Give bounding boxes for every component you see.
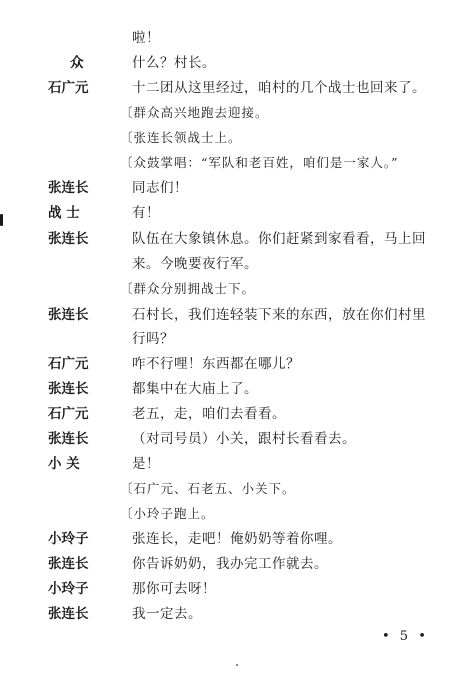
stage-direction-text: 〔小玲子跑上。: [120, 506, 215, 521]
page-number: • 5 •: [382, 629, 429, 644]
speaker-name: 小玲子: [48, 531, 89, 547]
dialogue-text: 啦！: [132, 30, 160, 46]
stage-direction-text: 〔石广元、石老五、小关下。: [120, 481, 296, 496]
dialogue-text: 十二团从这里经过，咱村的几个战士也回来了。: [132, 80, 426, 96]
script-line: [0, 176, 466, 200]
dialogue-text: 石村长，我们连轻装下来的东西，放在你们村里: [132, 307, 426, 323]
stage-direction-text: 〔众鼓掌唱：“军队和老百姓，咱们是一家人。”: [120, 155, 399, 170]
script-line: [0, 402, 466, 426]
speaker-name: 张连长: [48, 180, 89, 196]
script-line: [0, 227, 466, 251]
speaker-name: 战 士: [48, 205, 80, 221]
stage-direction: [0, 477, 466, 501]
script-line: [0, 303, 466, 327]
stage-direction: [0, 502, 466, 526]
speaker-name: 张连长: [48, 307, 89, 323]
dialogue-text: 老五，走，咱们去看看。: [132, 406, 286, 422]
stage-direction: [0, 101, 466, 125]
dialogue-text: 同志们！: [132, 180, 188, 196]
script-line: [0, 377, 466, 401]
stage-direction: [0, 126, 466, 150]
dialogue-text: 张连长，走吧！俺奶奶等着你哩。: [132, 531, 342, 547]
dialogue-text: 是！: [132, 456, 160, 472]
script-line: [0, 201, 466, 225]
script-line: [0, 327, 466, 351]
speaker-name: 小玲子: [48, 581, 89, 597]
dialogue-text: 来。今晚要夜行军。: [132, 256, 258, 272]
speaker-name: 张连长: [48, 606, 89, 622]
stage-direction-text: 〔群众高兴地跑去迎接。: [120, 105, 269, 120]
speaker-name: 张连长: [48, 381, 89, 397]
dialogue-text: 都集中在大庙上了。: [132, 381, 258, 397]
print-speck: [236, 664, 238, 666]
dialogue-text: 队伍在大象镇休息。你们赶紧到家看看，马上回: [132, 231, 426, 247]
script-line: [0, 452, 466, 476]
script-line: [0, 427, 466, 451]
speaker-name: 张连长: [48, 431, 89, 447]
script-line: [0, 577, 466, 601]
stage-direction-text: 〔张连长领战士上。: [120, 130, 242, 145]
script-line: [0, 552, 466, 576]
stage-direction: [0, 277, 466, 301]
speaker-name: 石广元: [48, 80, 89, 96]
speaker-name: 众: [70, 55, 84, 71]
dialogue-text: （对司号员）小关，跟村长看看去。: [132, 431, 356, 447]
dialogue-text: 咋不行哩！东西都在哪儿？: [132, 356, 300, 372]
stage-direction-text: 〔群众分别拥战士下。: [120, 281, 256, 296]
script-line: [0, 602, 466, 626]
dialogue-text: 我一定去。: [132, 606, 202, 622]
script-line: [0, 51, 466, 75]
dialogue-text: 有！: [132, 205, 160, 221]
speaker-name: 张连长: [48, 231, 89, 247]
dialogue-text: 行吗？: [132, 331, 174, 347]
script-line: [0, 352, 466, 376]
speaker-name: 石广元: [48, 356, 89, 372]
script-line: [0, 26, 466, 50]
speaker-name: 张连长: [48, 556, 89, 572]
dialogue-text: 什么？村长。: [132, 55, 216, 71]
speaker-name: 小 关: [48, 456, 80, 472]
dialogue-text: 你告诉奶奶，我办完工作就去。: [132, 556, 328, 572]
script-line: [0, 76, 466, 100]
stage-direction: [0, 151, 466, 175]
script-line: [0, 252, 466, 276]
speaker-name: 石广元: [48, 406, 89, 422]
dialogue-text: 那你可去呀！: [132, 581, 216, 597]
script-line: [0, 527, 466, 551]
